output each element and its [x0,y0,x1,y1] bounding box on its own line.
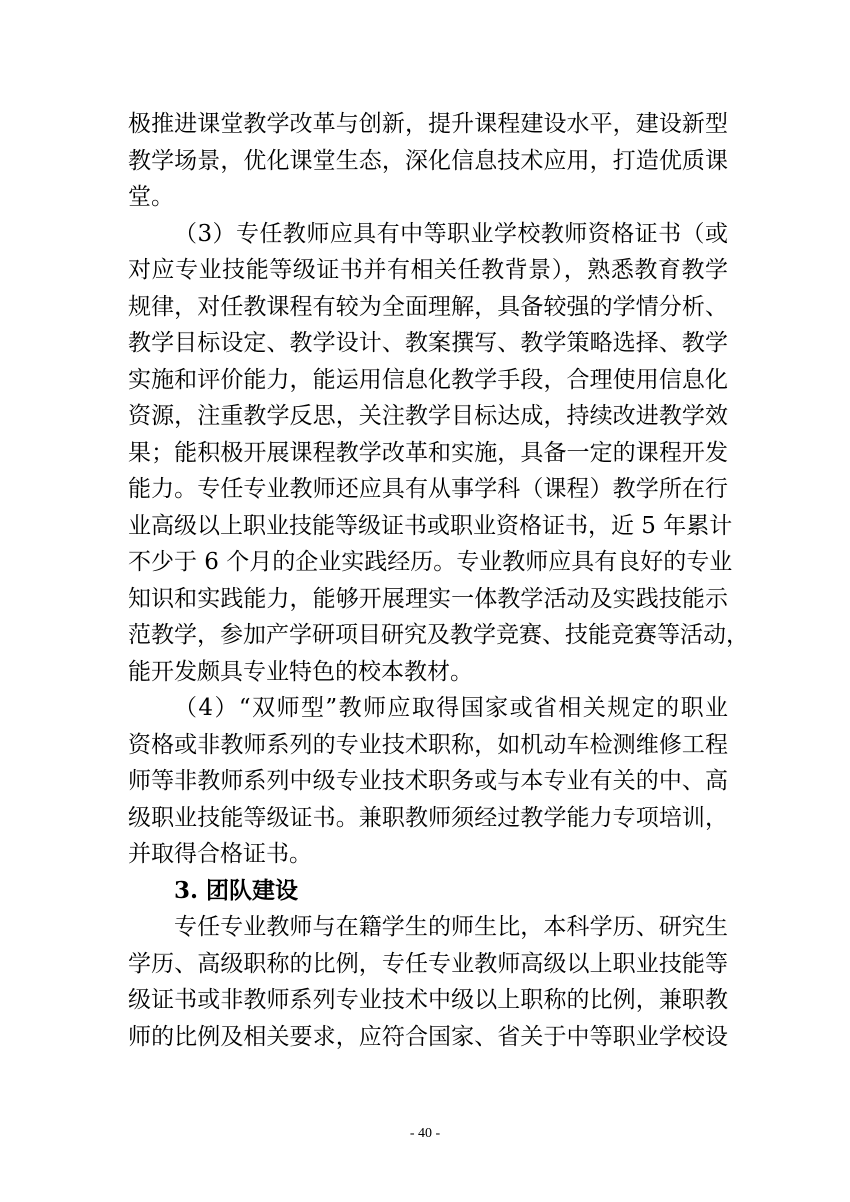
paragraph-item-4 [128,690,728,873]
text-line: 能力。专任专业教师还应具有从事学科（课程）教学所在行 [128,476,728,502]
text-line: 知识和实践能力，能够开展理实一体教学活动及实践技能示 [128,585,728,612]
text-line: （4）“双师型”教师应取得国家或省相关规定的职业 [174,695,728,721]
text-line: 师等非教师系列中级专业技术职务或与本专业有关的中、高 [128,768,728,794]
text-line: 学历、高级职称的比例，专任专业教师高级以上职业技能等 [128,950,728,977]
text-line: 资源，注重教学反思，关注教学目标达成，持续改进教学效 [128,403,728,429]
text-line: 极推进课堂教学改革与创新，提升课程建设水平，建设新型 [128,111,728,137]
text-line: 不少于 6 个月的企业实践经历。专业教师应具有良好的专业 [128,549,733,575]
paragraph-item-3 [128,216,749,691]
text-line: 教学场景，优化课堂生态，深化信息技术应用，打造优质课 [128,147,728,174]
text-line: （3）专任教师应具有中等职业学校教师资格证书（或 [174,220,728,247]
text-line: 业高级以上职业技能等级证书或职业资格证书，近 5 年累计 [128,512,733,539]
text-line: 果；能积极开展课程教学改革和实施，具备一定的课程开发 [128,439,728,466]
text-line: 堂。 [128,184,174,210]
page-number: - 40 - [409,1126,441,1141]
text-line: 能开发颇具专业特色的校本教材。 [128,658,473,685]
document-body [128,106,749,1055]
text-line: 教学目标设定、教学设计、教案撰写、教学策略选择、教学 [128,330,728,356]
text-line: 级职业技能等级证书。兼职教师须经过教学能力专项培训， [128,804,728,831]
text-line: 范教学，参加产学研项目研究及教学竞赛、技能竞赛等活动， [128,622,749,648]
text-line: 专任专业教师与在籍学生的师生比，本科学历、研究生 [174,914,728,940]
section-heading: 3. 团队建设 [174,876,299,904]
text-line: 实施和评价能力，能运用信息化教学手段，合理使用信息化 [128,366,728,393]
text-line: 规律，对任教课程有较为全面理解，具备较强的学情分析、 [128,293,728,320]
text-line: 师的比例及相关要求，应符合国家、省关于中等职业学校设 [128,1023,728,1050]
paragraph-continuation [128,106,728,216]
text-line: 级证书或非教师系列专业技术中级以上职称的比例，兼职教 [128,987,728,1013]
paragraph-team-building [128,909,728,1055]
text-line: 资格或非教师系列的专业技术职称，如机动车检测维修工程 [128,731,728,758]
text-line: 对应专业技能等级证书并有相关任教背景），熟悉教育教学 [128,257,728,283]
text-line: 并取得合格证书。 [128,841,312,867]
